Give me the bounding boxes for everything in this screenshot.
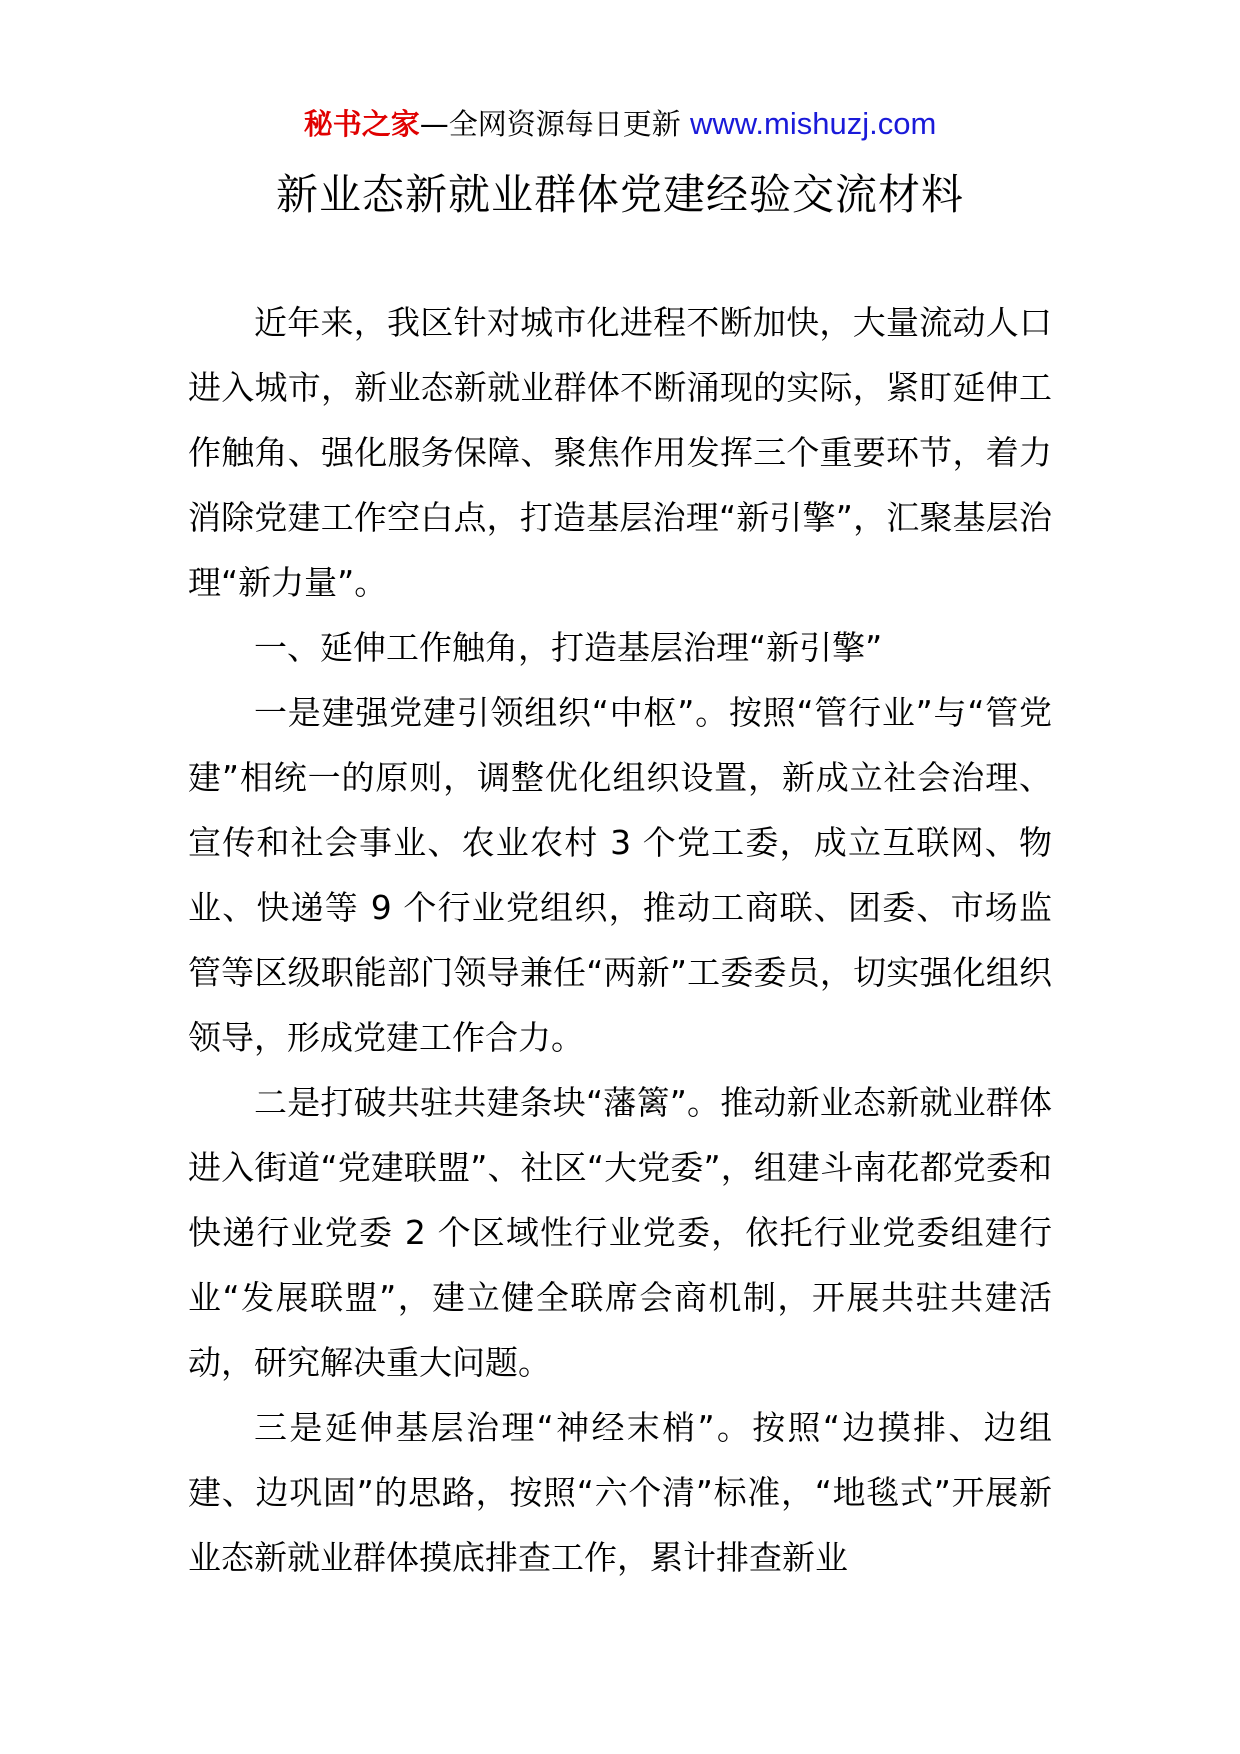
brand-name: 秘书之家	[303, 107, 420, 141]
paragraph-point-1: 一是建强党建引领组织“中枢”。按照“管行业”与“管党建”相统一的原则，调整优化组织设置，新成立社会治理、宣传和社会事业、农业农村 3 个党工委，成立互联网、物业、快递等 9 个行业党组织，推动工商联、团委、市场监管等区级职能部门领导兼任“两新”工委委员，切实强化组织领导，形成党建工作合力。	[188, 693, 1052, 1057]
document-body	[188, 290, 1052, 1590]
paragraph-intro: 近年来，我区针对城市化进程不断加快，大量流动人口进入城市，新业态新就业群体不断涌现的实际，紧盯延伸工作触角、强化服务保障、聚焦作用发挥三个重要环节，着力消除党建工作空白点，打造基层治理“新引擎”，汇聚基层治理“新力量”。	[188, 303, 1052, 602]
paragraph-point-2: 二是打破共驻共建条块“藩篱”。推动新业态新就业群体进入街道“党建联盟”、社区“大党委”，组建斗南花都党委和快递行业党委 2 个区域性行业党委，依托行业党委组建行业“发展联盟”，建立健全联席会商机制，开展共驻共建活动，研究解决重大问题。	[188, 1083, 1052, 1382]
paragraph-point-3: 三是延伸基层治理“神经末梢”。按照“边摸排、边组建、边巩固”的思路，按照“六个清”标准，“地毯式”开展新业态新就业群体摸底排查工作，累计排查新业	[188, 1408, 1052, 1577]
document-title: 新业态新就业群体党建经验交流材料	[275, 170, 964, 219]
section-heading-1: 一、延伸工作触角，打造基层治理“新引擎”	[254, 628, 883, 667]
site-url-link[interactable]: www.mishuzj.com	[689, 106, 937, 141]
header-tagline: —全网资源每日更新	[419, 107, 690, 141]
site-header	[0, 104, 1240, 144]
